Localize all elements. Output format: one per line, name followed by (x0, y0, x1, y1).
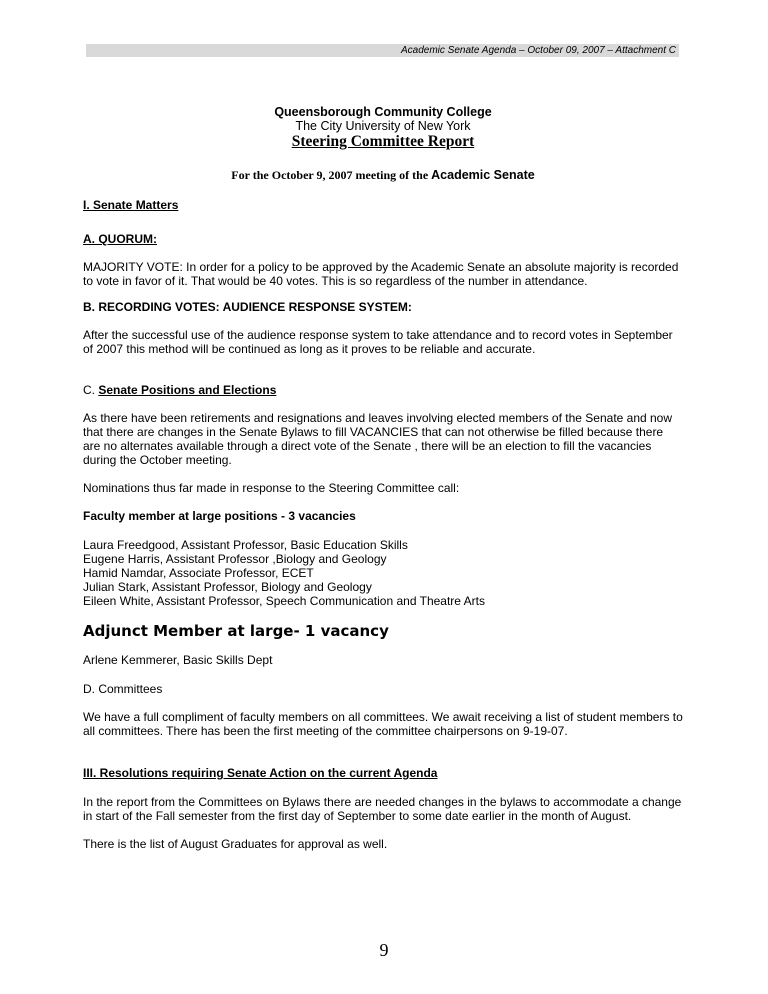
nominations-intro: Nominations thus far made in response to the Steering Committee call: (83, 481, 460, 495)
section-senate-matters: I. Senate Matters (83, 198, 179, 212)
positions-text: As there have been retirements and resignations and leaves involving elected members of the Senate and now that there are changes in the Senate Bylaws to fill VACANCIES that can not otherwise be filled because there are no alternates available through a direct vote of the Senate , there will be an election to fill the vacancies during the October meeting. (83, 411, 673, 467)
committees-text: We have a full compliment of faculty members on all committees. We await receiving a list of student members to all committees. There has been the first meeting of the committee chairpersons on 9-19-07. (83, 710, 683, 738)
list-item: Julian Stark, Assistant Professor, Biology and Geology (83, 580, 372, 594)
positions-heading: Senate Positions and Elections (98, 383, 277, 397)
quorum-heading: A. QUORUM: (83, 232, 157, 246)
recording-text: After the successful use of the audience response system to take attendance and to record votes in September of 2007 this method will be continued as long as it proves to be reliable and accurate. (83, 328, 673, 356)
resolutions-heading: III. Resolutions requiring Senate Action on the current Agenda (83, 766, 438, 780)
meeting-line (83, 168, 683, 182)
positions-heading-line (83, 383, 683, 397)
title-block (83, 105, 683, 182)
report-title: Steering Committee Report (291, 133, 475, 150)
adjunct-heading: Adjunct Member at large- 1 vacancy (83, 622, 389, 640)
faculty-nominee-list (83, 538, 683, 608)
running-header: Academic Senate Agenda – October 09, 2007 – Attachment C (401, 45, 676, 56)
list-item: Laura Freedgood, Assistant Professor, Basic Education Skills (83, 538, 408, 552)
adjunct-nominee-list (83, 653, 683, 667)
positions-prefix: C. (83, 383, 95, 397)
recording-heading: B. RECORDING VOTES: AUDIENCE RESPONSE SYSTEM: (83, 300, 412, 314)
meeting-prefix: For the October 9, 2007 meeting of the (231, 168, 429, 182)
university-name: The City University of New York (295, 119, 471, 133)
document-body (83, 105, 683, 851)
committees-heading: D. Committees (83, 682, 163, 696)
quorum-text: MAJORITY VOTE: In order for a policy to be approved by the Academic Senate an absolute majority is recorded to vote in favor of it. That would be 40 votes. This is so regardless of the number in attendance. (83, 260, 679, 288)
college-name: Queensborough Community College (274, 105, 492, 119)
page-number: 9 (379, 940, 389, 960)
faculty-heading: Faculty member at large positions - 3 vacancies (83, 509, 356, 523)
meeting-body: Academic Senate (431, 168, 535, 182)
list-item: Eugene Harris, Assistant Professor ,Biology and Geology (83, 552, 387, 566)
resolutions-text-2: There is the list of August Graduates for approval as well. (83, 837, 388, 851)
list-item: Hamid Namdar, Associate Professor, ECET (83, 566, 314, 580)
list-item: Eileen White, Assistant Professor, Speech Communication and Theatre Arts (83, 594, 485, 608)
resolutions-text: In the report from the Committees on Bylaws there are needed changes in the bylaws to accommodate a change in start of the Fall semester from the first day of September to some date earlier in the month of August. (83, 795, 682, 823)
list-item: Arlene Kemmerer, Basic Skills Dept (83, 653, 273, 667)
